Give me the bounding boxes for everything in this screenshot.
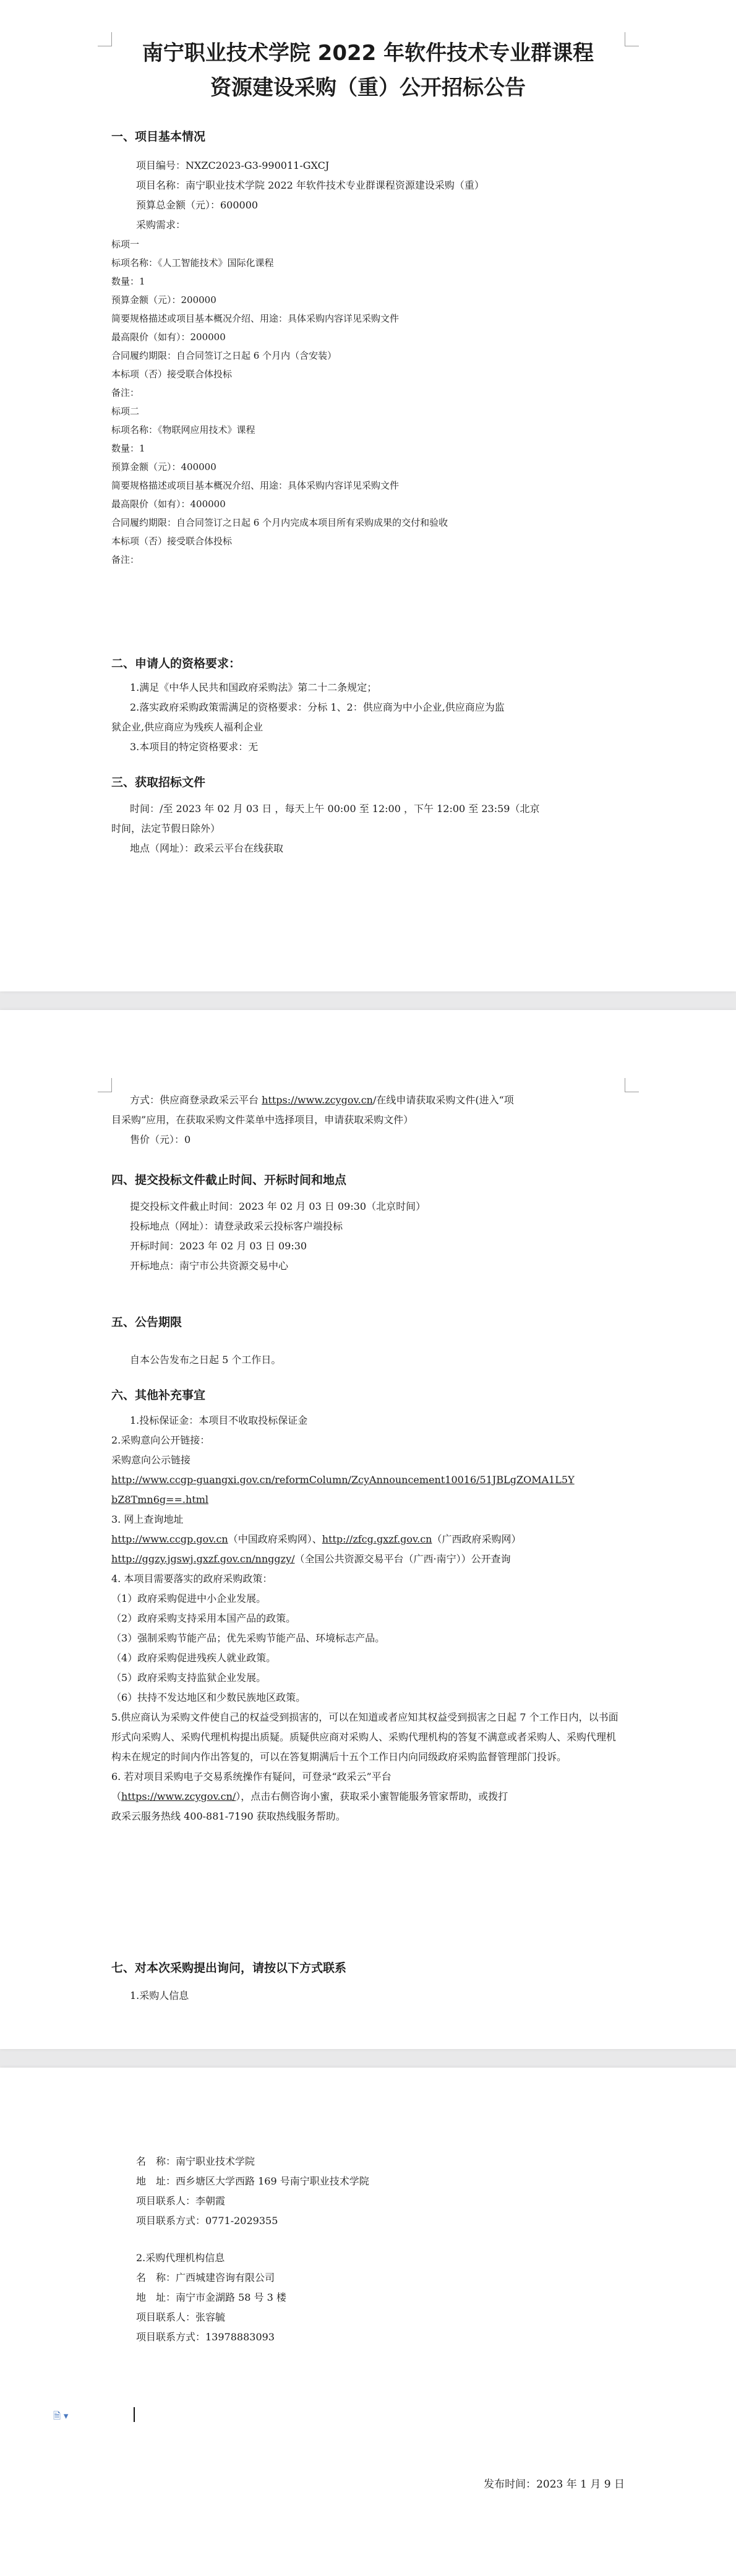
intent-link-caption: 采购意向公示链接 xyxy=(111,1454,191,1466)
lot-2-name: 标项名称：《物联网应用技术》课程 xyxy=(111,424,255,435)
budget-total: 预算总金额（元）：600000 xyxy=(136,199,259,211)
lot-1-qty: 数量：1 xyxy=(111,276,145,287)
text-cursor xyxy=(134,2407,135,2422)
intent-link-label: 2.采购意向公开链接： xyxy=(111,1434,210,1446)
intent-link-cont[interactable]: bZ8Tmn6g==.html xyxy=(111,1494,209,1505)
paste-options-icon[interactable]: 🗎 ▾ xyxy=(53,2410,69,2421)
policy-item: （4）政府采购促进残疾人就业政策。 xyxy=(111,1652,276,1664)
policy-item: （6）扶持不发达地区和少数民族地区政策。 xyxy=(111,1692,306,1703)
contacts-content xyxy=(111,2152,625,2347)
section-deadline xyxy=(111,1171,625,1276)
intent-link[interactable]: http://www.ccgp-guangxi.gov.cn/reformColumn/ZcyAnnouncement10016/51JBLgZOMA1L5Y xyxy=(111,1474,575,1486)
section-heading: 四、提交投标文件截止时间、开标时间和地点 xyxy=(111,1173,347,1187)
purchaser-label: 1.采购人信息 xyxy=(130,1990,189,2001)
intent-link-line-2 xyxy=(111,1490,625,1510)
document-title-line-1: 南宁职业技术学院 2022 年软件技术专业群课程 xyxy=(142,41,594,66)
qualification-2-cont: 狱企业,供应商应为残疾人福利企业 xyxy=(111,721,263,733)
agency-phone: 项目联系方式：13978883093 xyxy=(136,2331,275,2343)
project-number: 项目编号：NXZC2023-G3-990011-GXCJ xyxy=(136,160,330,171)
lot-1-period: 合同履约期限：自合同签订之日起 6 个月内（含安装） xyxy=(111,350,337,361)
document-page-2 xyxy=(0,1010,736,2049)
system-help-text: ），点击右侧咨询小蜜，获取采小蜜智能服务管家帮助，或拨打 xyxy=(236,1791,508,1802)
section-contacts xyxy=(111,1959,625,2006)
query-address-line-2 xyxy=(111,1549,625,1569)
lot-2-label: 标项二 xyxy=(111,406,140,417)
system-help-label: 6. 若对项目采购电子交易系统操作有疑问，可登录“政采云”平台 xyxy=(111,1771,392,1782)
lot-1-budget: 预算金额（元）：200000 xyxy=(111,294,216,306)
crop-mark xyxy=(98,1078,112,1092)
qualification-2: 2.落实政府采购政策需满足的资格要求：分标 1、2：供应商为中小企业,供应商应为监 xyxy=(130,701,505,713)
section-qualifications xyxy=(111,654,625,757)
complaint-text: 5.供应商认为采购文件使自己的权益受到损害的，可以在知道或者应知其权益受到损害之日起 7 个工作日内，以书面形式向采购人、采购代理机构提出质疑。质疑供应商对采购人、采购代理机构的答复不满意或者采购人、采购代理机构未在规定的时间内作出答复的，可以在答复期满后十五个工作日内向同级政府采购监督管理部门投诉。 xyxy=(111,1711,618,1763)
zcygov-link[interactable]: https://www.zcygov.cn xyxy=(262,1094,373,1106)
purchaser-address: 地 址：西乡塘区大学西路 169 号南宁职业技术学院 xyxy=(136,2175,369,2187)
qualification-3: 3.本项目的特定资格要求：无 xyxy=(130,741,259,753)
section-heading: 三、获取招标文件 xyxy=(111,776,206,789)
crop-mark xyxy=(98,32,112,46)
lot-2-note: 备注： xyxy=(111,554,140,565)
policy-item: （5）政府采购支持监狱企业发展。 xyxy=(111,1672,267,1684)
lot-1-max: 最高限价（如有）：200000 xyxy=(111,332,226,343)
ggzy-link[interactable]: http://ggzy.jgswj.gxzf.gov.cn/nnggzy/ xyxy=(111,1553,295,1565)
lot-2-max: 最高限价（如有）：400000 xyxy=(111,499,226,510)
section-heading: 五、公告期限 xyxy=(111,1316,182,1329)
lot-2-period: 合同履约期限：自合同签订之日起 6 个月内完成本项目所有采购成果的交付和验收 xyxy=(111,517,448,528)
section-heading: 一、项目基本情况 xyxy=(111,130,206,143)
section-project-info xyxy=(111,127,625,569)
bid-bond: 1.投标保证金：本项目不收取投标保证金 xyxy=(130,1414,308,1426)
agency-contact: 项目联系人：张容毓 xyxy=(136,2311,226,2323)
lot-1-label: 标项一 xyxy=(111,239,140,250)
obtain-time-cont: 时间，法定节假日除外） xyxy=(111,823,221,834)
submit-place: 投标地点（网址）：请登录政采云投标客户端投标 xyxy=(130,1220,343,1232)
zcygov-help-link[interactable]: https://www.zcygov.cn/ xyxy=(121,1791,236,1802)
system-help-line xyxy=(111,1787,625,1807)
agency-label: 2.采购代理机构信息 xyxy=(136,2252,225,2264)
requirement-label: 采购需求： xyxy=(136,219,186,231)
purchaser-name: 名 称：南宁职业技术学院 xyxy=(136,2155,255,2167)
purchaser-contact: 项目联系人：李朝霞 xyxy=(136,2195,226,2207)
lot-2-budget: 预算金额（元）：400000 xyxy=(111,461,216,473)
query-address-line-1 xyxy=(111,1530,625,1549)
agency-address: 地 址：南宁市金湖路 58 号 3 楼 xyxy=(136,2291,286,2303)
ggzy-label: （全国公共资源交易平台（广西·南宁））公开查询 xyxy=(294,1553,511,1565)
section-other-matters xyxy=(111,1386,625,1826)
ccgp-link[interactable]: http://www.ccgp.gov.cn xyxy=(111,1533,228,1545)
obtain-method-text: 方式：供应商登录政采云平台 xyxy=(130,1094,262,1106)
obtain-method-text-2: /在线申请获取采购文件(进入“项 xyxy=(372,1094,514,1106)
section-heading: 七、对本次采购提出询问，请按以下方式联系 xyxy=(111,1961,347,1975)
obtain-price: 售价（元）：0 xyxy=(130,1134,191,1145)
hotline-text: 政采云服务热线 400-881-7190 获取热线服务帮助。 xyxy=(111,1810,346,1822)
section-obtain-docs xyxy=(111,773,625,858)
open-place: 开标地点：南宁市公共资源交易中心 xyxy=(130,1260,289,1272)
section-heading: 二、申请人的资格要求： xyxy=(111,657,241,670)
lot-1-note: 备注： xyxy=(111,387,140,398)
page-2-content xyxy=(111,1090,625,1150)
ccgp-label: （中国政府采购网）、 xyxy=(228,1533,322,1545)
crop-mark xyxy=(625,32,639,46)
crop-mark xyxy=(625,1078,639,1092)
publish-time: 发布时间：2023 年 1 月 9 日 xyxy=(484,2478,625,2491)
gxzf-label: （广西政府采购网） xyxy=(432,1533,521,1545)
obtain-method xyxy=(111,1090,625,1110)
obtain-time: 时间：/至 2023 年 02 月 03 日 ，每天上午 00:00 至 12:00 ，下午 12:00 至 23:59（北京 xyxy=(130,803,540,815)
obtain-method-cont: 目采购”应用，在获取采购文件菜单中选择项目，申请获取采购文件） xyxy=(111,1114,414,1126)
lot-2-consortium: 本标项（否）接受联合体投标 xyxy=(111,536,233,547)
project-name: 项目名称：南宁职业技术学院 2022 年软件技术专业群课程资源建设采购（重） xyxy=(136,179,484,191)
gxzf-link[interactable]: http://zfcg.gxzf.gov.cn xyxy=(322,1533,432,1545)
page-1-content xyxy=(111,36,625,105)
obtain-place: 地点（网址）：政采云平台在线获取 xyxy=(130,842,284,854)
purchaser-phone: 项目联系方式：0771-2029355 xyxy=(136,2215,278,2227)
notice-period-text: 自本公告发布之日起 5 个工作日。 xyxy=(130,1354,281,1366)
lot-2-desc: 简要规格描述或项目基本概况介绍、用途：具体采购内容详见采购文件 xyxy=(111,480,400,491)
policy-item: （3）强制采购节能产品；优先采购节能产品、环境标志产品。 xyxy=(111,1632,385,1644)
lot-2-qty: 数量：1 xyxy=(111,443,145,454)
document-page-1 xyxy=(0,0,736,991)
intent-link-line-1 xyxy=(111,1470,625,1490)
section-heading: 六、其他补充事宜 xyxy=(111,1389,206,1402)
section-notice-period xyxy=(111,1313,625,1370)
paren-open: （ xyxy=(111,1791,122,1802)
lot-1-name: 标项名称：《人工智能技术》国际化课程 xyxy=(111,257,274,268)
policy-item: （2）政府采购支持采用本国产品的政策。 xyxy=(111,1612,296,1624)
lot-1-desc: 简要规格描述或项目基本概况介绍、用途：具体采购内容详见采购文件 xyxy=(111,313,400,324)
query-address-label: 3. 网上查询地址 xyxy=(111,1513,184,1525)
agency-name: 名 称：广西城建咨询有限公司 xyxy=(136,2272,275,2283)
document-page-3 xyxy=(0,2068,736,2576)
qualification-1: 1.满足《中华人民共和国政府采购法》第二十二条规定； xyxy=(130,682,377,693)
open-time: 开标时间：2023 年 02 月 03 日 09:30 xyxy=(130,1240,307,1252)
policy-label: 4. 本项目需要落实的政府采购政策： xyxy=(111,1573,273,1585)
lot-1-consortium: 本标项（否）接受联合体投标 xyxy=(111,369,233,380)
document-title-line-2: 资源建设采购（重）公开招标公告 xyxy=(210,75,526,100)
policy-item: （1）政府采购促进中小企业发展。 xyxy=(111,1593,267,1604)
submit-deadline: 提交投标文件截止时间：2023 年 02 月 03 日 09:30（北京时间） xyxy=(130,1200,426,1212)
